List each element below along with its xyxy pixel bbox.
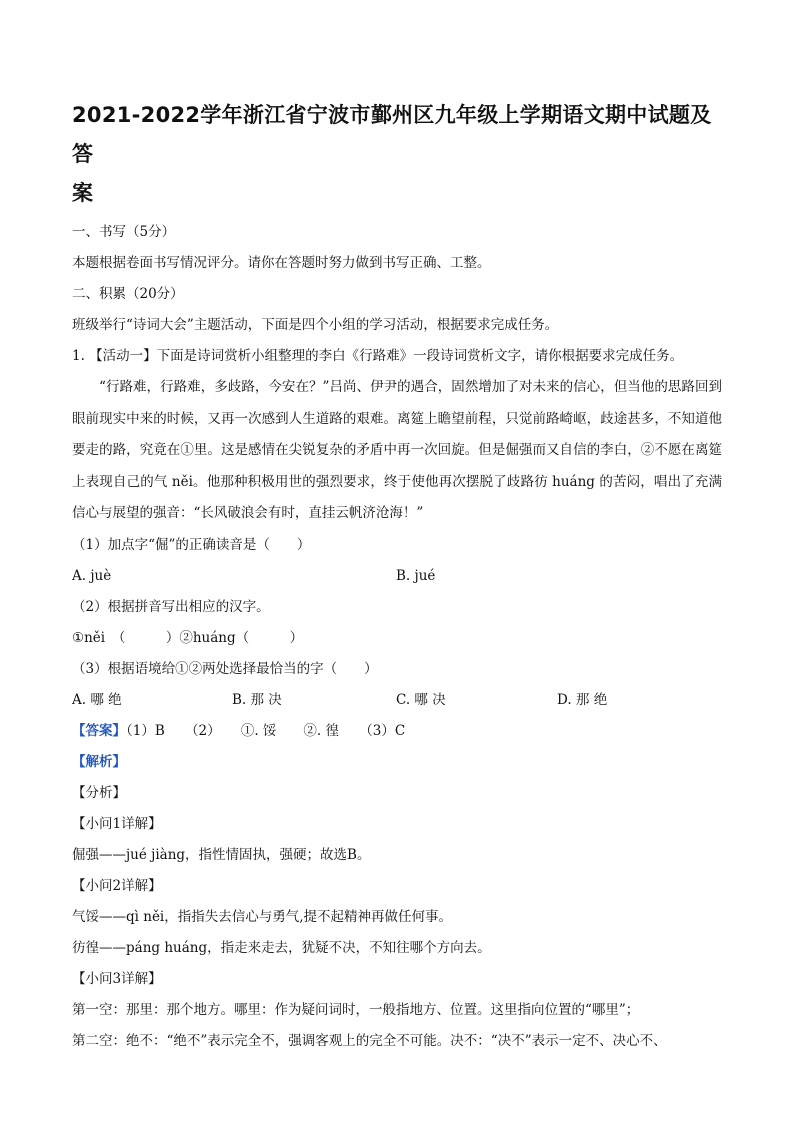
sub2-blanks: ①něi （ ）②huáng（ ） bbox=[72, 629, 304, 646]
sub1-options bbox=[72, 561, 722, 592]
option-c: C. 哪 决 bbox=[396, 691, 446, 708]
title-line-1: 2021-2022学年浙江省宁波市鄞州区九年级上学期语文期中试题及答 bbox=[72, 103, 712, 166]
answer-label: 【答案】 bbox=[72, 722, 126, 739]
detail2-text-2: 彷徨——páng huáng，指走来走去，犹疑不决，不知往哪个方向去。 bbox=[72, 939, 491, 956]
question1-line: 1. 【活动一】下面是诗词赏析小组整理的李白《行路难》一段诗词赏析文字，请你根据要求完成任务。 bbox=[72, 348, 684, 364]
option-b: B. jué bbox=[396, 567, 436, 584]
detail3-text-2: 第二空：绝不：“绝不”表示完全不，强调客观上的完全不可能。决不：“决不”表示一定不、决心不、 bbox=[72, 1032, 667, 1049]
fenxi-label: 【分析】 bbox=[72, 784, 126, 801]
answer-line bbox=[72, 716, 722, 747]
section2-intro: 班级举行“诗词大会”主题活动，下面是四个小组的学习活动，根据要求完成任务。 bbox=[72, 317, 559, 333]
option-a: A. 哪 绝 bbox=[72, 691, 122, 708]
detail2-text-1: 气馁——qì něi，指指失去信心与勇气,提不起精神再做任何事。 bbox=[72, 908, 453, 925]
document-title bbox=[72, 96, 722, 213]
answer-text: （1）B （2） ①. 馁 ②. 徨 （3）C bbox=[126, 722, 406, 739]
detail3-text-1: 第一空：那里：那个地方。哪里：作为疑问词时，一般指地方、位置。这里指向位置的“哪里”； bbox=[72, 1001, 640, 1018]
title-line-2: 案 bbox=[72, 181, 94, 205]
option-d: D. 那 绝 bbox=[557, 691, 608, 708]
section2-heading: 二、积累（20分） bbox=[72, 286, 184, 302]
sub-question-1: （1）加点字“倔”的正确读音是（ ） bbox=[72, 536, 311, 553]
sub3-options bbox=[72, 685, 722, 716]
analysis-label: 【解析】 bbox=[72, 753, 126, 770]
exam-page bbox=[72, 96, 722, 1057]
option-b: B. 那 决 bbox=[232, 691, 282, 708]
detail3-label: 【小问3详解】 bbox=[72, 970, 162, 987]
option-a: A. juè bbox=[72, 567, 112, 584]
passage-text: “行路难，行路难，多歧路，今安在？”吕尚、伊尹的遇合，固然增加了对未来的信心，但当他的思路回到眼前现实中来的时候，又再一次感到人生道路的艰难。离筵上瞻望前程，只觉前路崎岖，歧途甚多，不知道他要走的路，究竟在①里。这是感情在尖锐复杂的矛盾中再一次回旋。但是倔强而又自信的李白，②不愿在离筵上表现自己的气 něi。他那种积极用世的强烈要求，终于使他再次摆脱了歧路彷 huáng 的苦闷，唱出了充满信心与展望的强音：“长风破浪会有时，直挂云帆济沧海！” bbox=[72, 379, 722, 521]
sub-question-2: （2）根据拼音写出相应的汉字。 bbox=[72, 598, 270, 615]
section1-heading: 一、书写（5分） bbox=[72, 224, 176, 240]
sub-question-3: （3）根据语境给①②两处选择最恰当的字（ ） bbox=[72, 660, 378, 677]
detail1-label: 【小问1详解】 bbox=[72, 815, 162, 832]
detail2-label: 【小问2详解】 bbox=[72, 877, 162, 894]
section1-body: 本题根据卷面书写情况评分。请你在答题时努力做到书写正确、工整。 bbox=[72, 255, 491, 271]
detail1-text: 倔强——jué jiàng，指性情固执，强硬；故选B。 bbox=[72, 846, 371, 863]
